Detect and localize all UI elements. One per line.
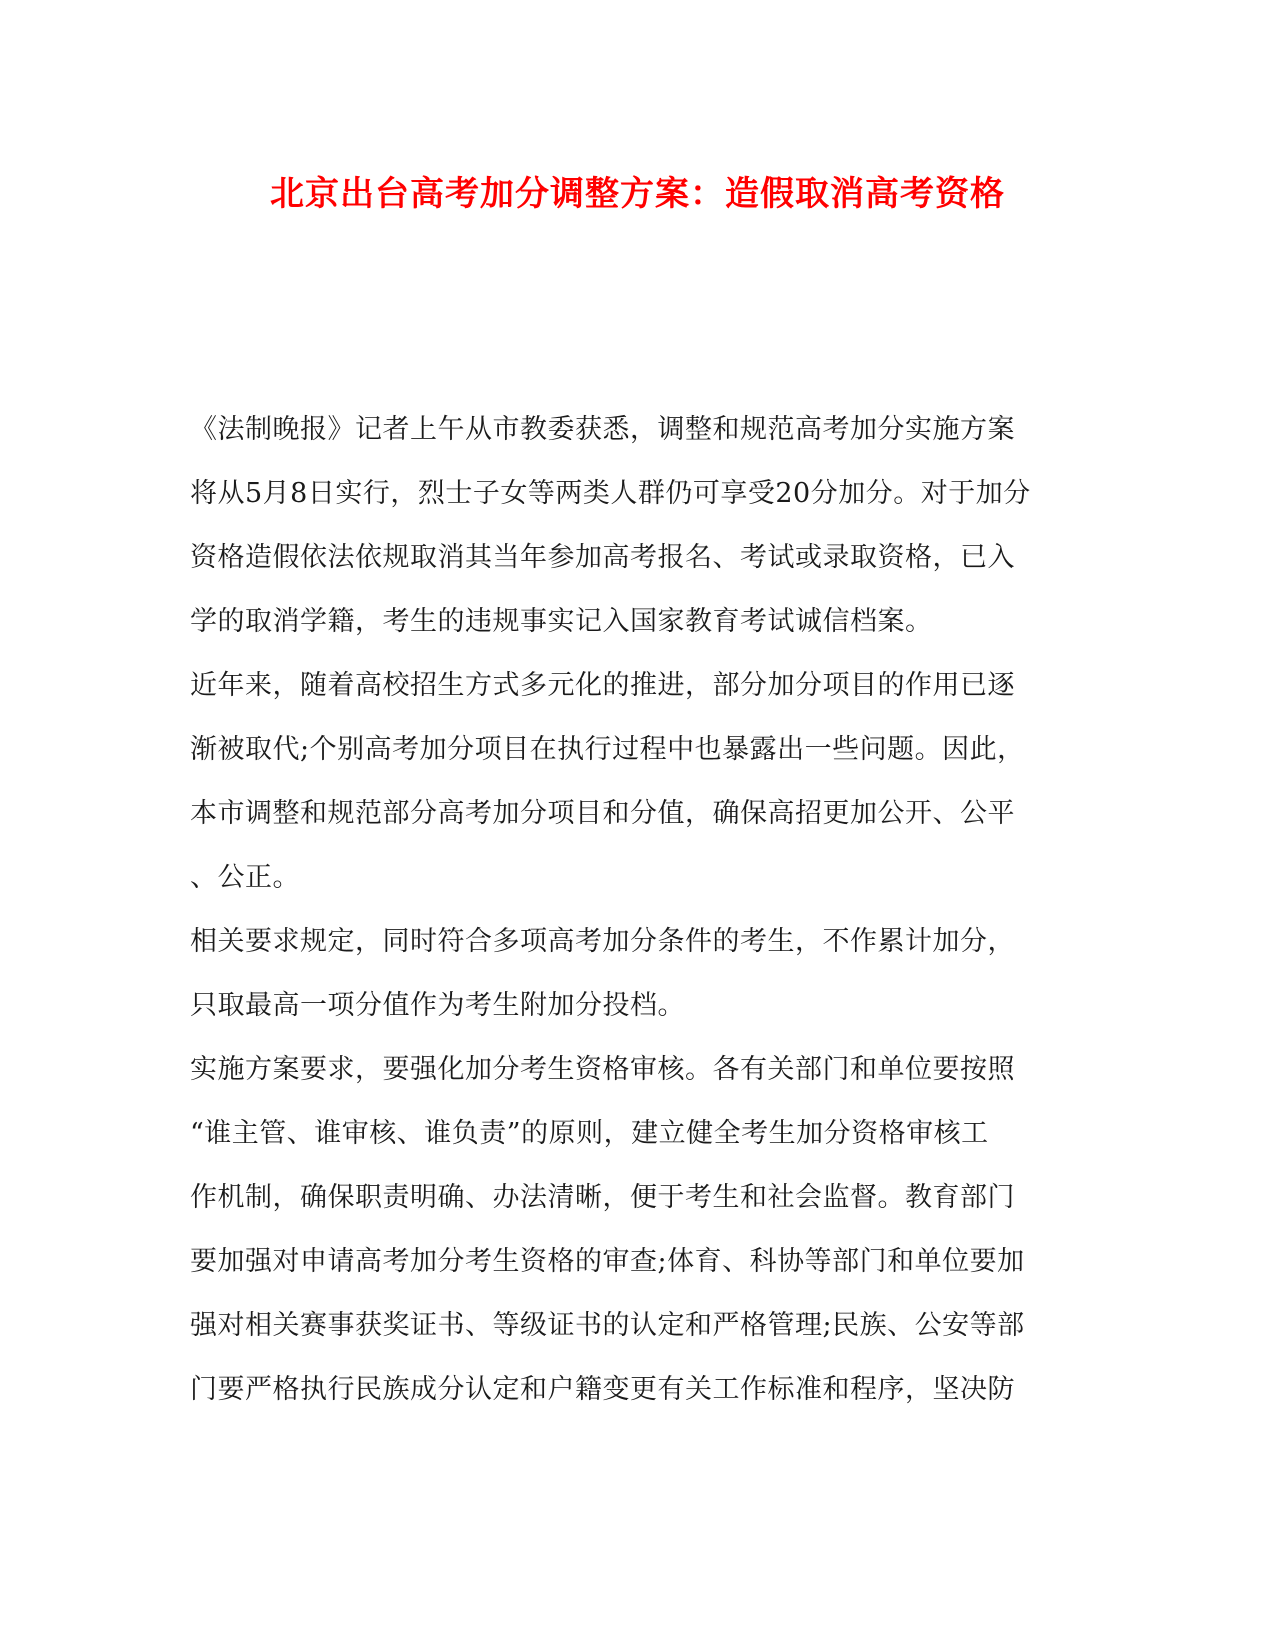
body-line: 强对相关赛事获奖证书、等级证书的认定和严格管理;民族、公安等部 — [190, 1310, 1025, 1341]
body-line: 实施方案要求，要强化加分考生资格审核。各有关部门和单位要按照 — [190, 1054, 1015, 1085]
document-title: 北京出台高考加分调整方案：造假取消高考资格 — [270, 174, 1005, 214]
body-line: 门要严格执行民族成分认定和户籍变更有关工作标准和程序，坚决防 — [190, 1374, 1015, 1405]
body-line: 本市调整和规范部分高考加分项目和分值，确保高招更加公开、公平 — [190, 798, 1015, 829]
document-body — [190, 398, 1080, 1422]
body-line: 相关要求规定，同时符合多项高考加分条件的考生，不作累计加分， — [190, 926, 1015, 957]
body-line: 作机制，确保职责明确、办法清晰，便于考生和社会监督。教育部门 — [190, 1182, 1015, 1213]
body-line: 要加强对申请高考加分考生资格的审查;体育、科协等部门和单位要加 — [190, 1246, 1025, 1277]
body-line: 学的取消学籍，考生的违规事实记入国家教育考试诚信档案。 — [190, 606, 933, 637]
body-line: 近年来，随着高校招生方式多元化的推进，部分加分项目的作用已逐 — [190, 670, 1015, 701]
body-line: 将从5月8日实行，烈士子女等两类人群仍可享受20分加分。对于加分 — [190, 478, 1031, 509]
body-line: 资格造假依法依规取消其当年参加高考报名、考试或录取资格，已入 — [190, 542, 1015, 573]
body-line: 、公正。 — [190, 862, 300, 893]
body-line: 《法制晚报》记者上午从市教委获悉，调整和规范高考加分实施方案 — [190, 414, 1015, 445]
body-line: 只取最高一项分值作为考生附加分投档。 — [190, 990, 685, 1021]
body-line: “谁主管、谁审核、谁负责”的原则，建立健全考生加分资格审核工 — [190, 1118, 989, 1149]
body-line: 渐被取代;个别高考加分项目在执行过程中也暴露出一些问题。因此， — [190, 734, 1025, 765]
